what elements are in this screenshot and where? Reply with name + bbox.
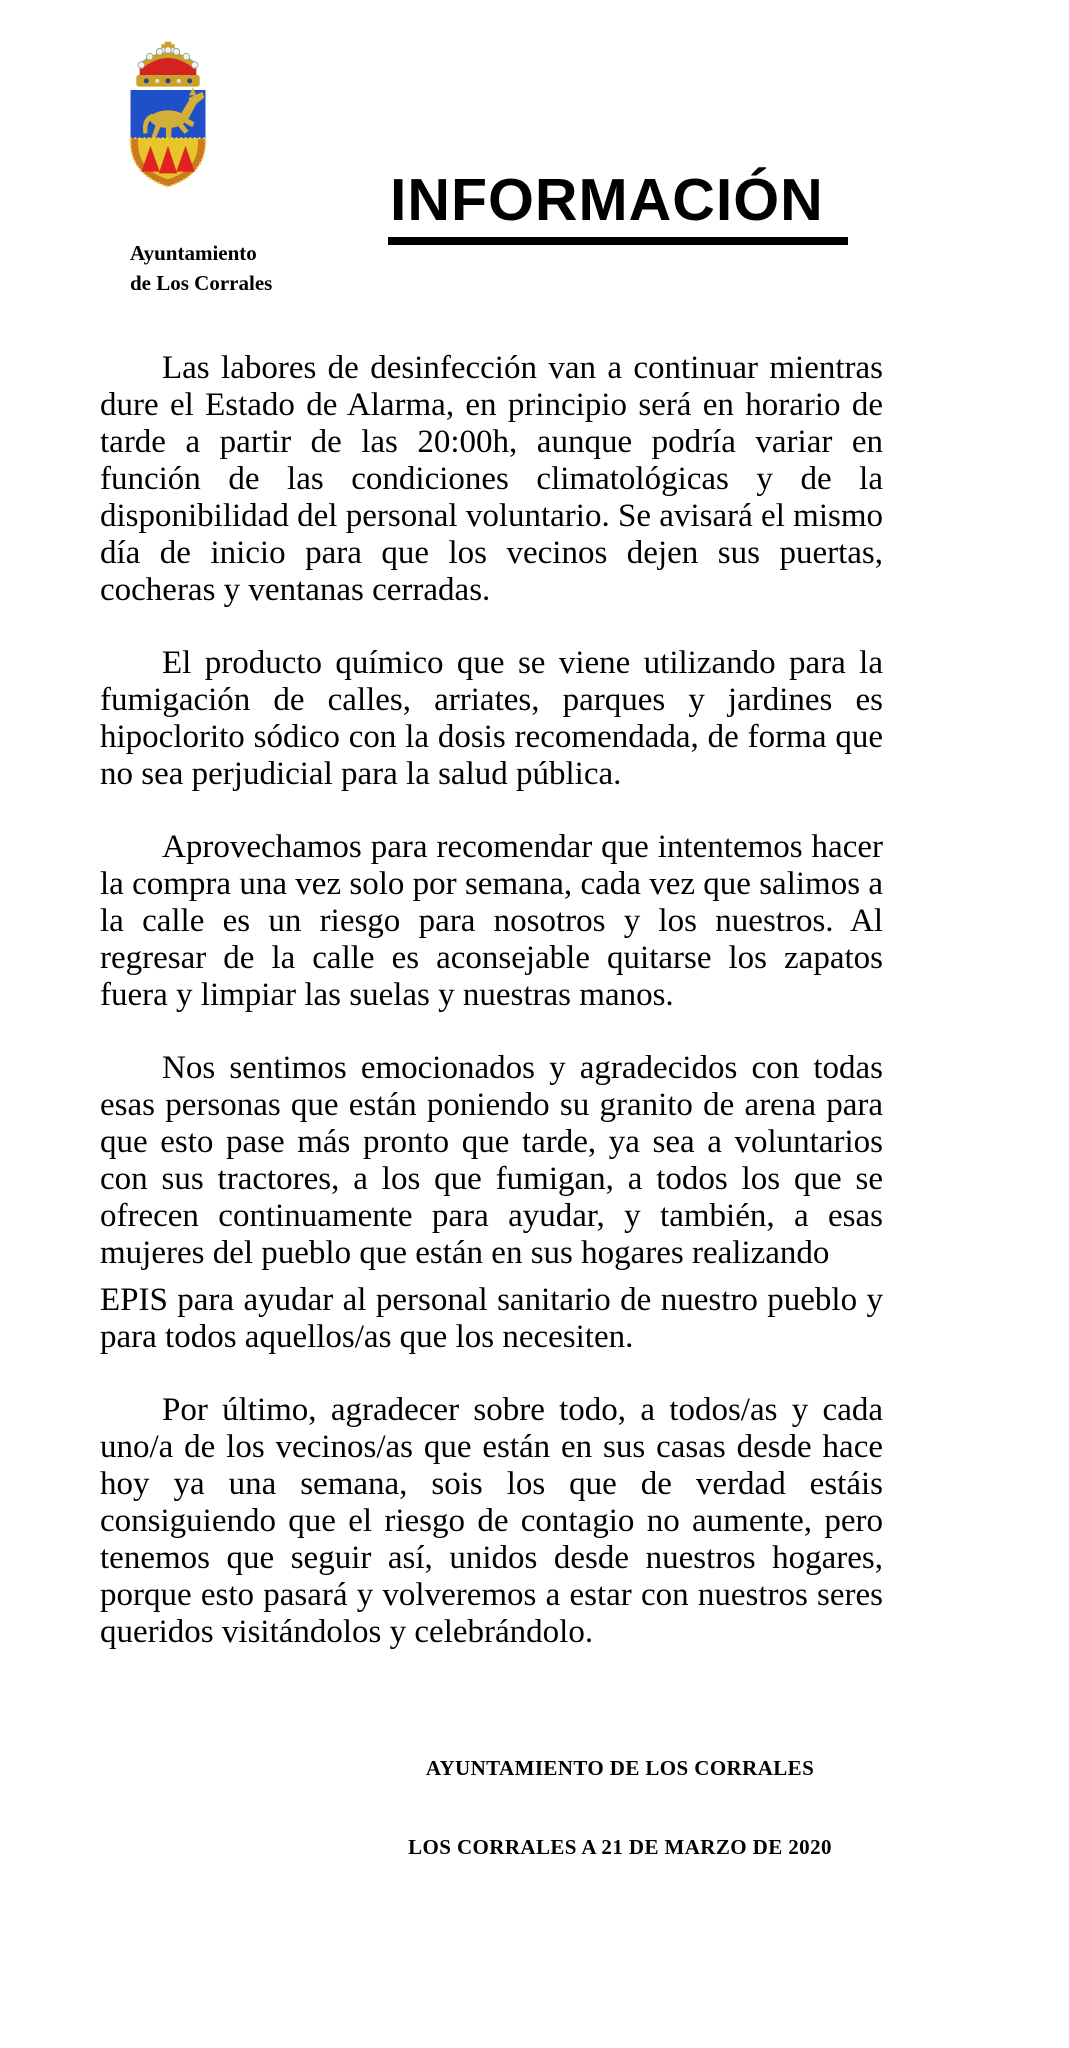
signature-entity: AYUNTAMIENTO DE LOS CORRALES [425,1756,815,1780]
body-paragraph: El producto químico que se viene utilizando para la fumigación de calles, arriates, parques y jardines es hipoclorito sódico con la dosis recomendada, de forma que no sea perjudicial para la salud pública. [100,645,883,792]
org-name-line1: Ayuntamiento [130,241,257,265]
coat-of-arms-icon [118,30,218,200]
org-name-line2: de Los Corrales [130,271,273,295]
body-paragraph: Aprovechamos para recomendar que intentemos hacer la compra una vez solo por semana, cada vez que salimos a la calle es un riesgo para nosotros y los nuestros. Al regresar de la calle es aconsejable quitarse los zapatos fuera y limpiar las suelas y nuestras manos. [100,829,883,1013]
body-paragraph-continuation: EPIS para ayudar al personal sanitario de nuestro pueblo y para todos aquellos/as que los necesiten. [100,1282,883,1355]
triangles [141,146,194,173]
body-paragraph: Las labores de desinfección van a continuar mientras dure el Estado de Alarma, en principio será en horario de tarde a partir de las 20:00h, aunque podría variar en función de las condiciones climatológicas y de la disponibilidad del personal voluntario. Se avisará el mismo día de inicio para que los vecinos dejen sus puertas, cocheras y ventanas cerradas. [100,350,883,608]
shield [131,88,206,186]
crown [136,42,199,87]
page-title-wrap [388,166,848,245]
body-paragraph: Por último, agradecer sobre todo, a todos/as y cada uno/a de los vecinos/as que están en sus casas desde hace hoy ya una semana, sois los que de verdad estáis consiguiendo que el riesgo de contagio no aumente, pero tenemos que seguir así, unidos desde nuestros hogares, porque esto pasará y volveremos a estar con nuestros seres queridos visitándolos y celebrándolo. [100,1392,883,1650]
org-name [130,238,272,298]
document-body [100,350,883,1687]
page-title: INFORMACIÓN [388,166,848,245]
signature-place-date: LOS CORRALES A 21 DE MARZO DE 2020 [408,1835,832,1859]
body-paragraph: Nos sentimos emocionados y agradecidos con todas esas personas que están poniendo su granito de arena para que esto pase más pronto que tarde, ya sea a voluntarios con sus tractores, a los que fumigan, a todos los que se ofrecen continuamente para ayudar, y también, a esas mujeres del pueblo que están en sus hogares realizando [100,1050,883,1271]
